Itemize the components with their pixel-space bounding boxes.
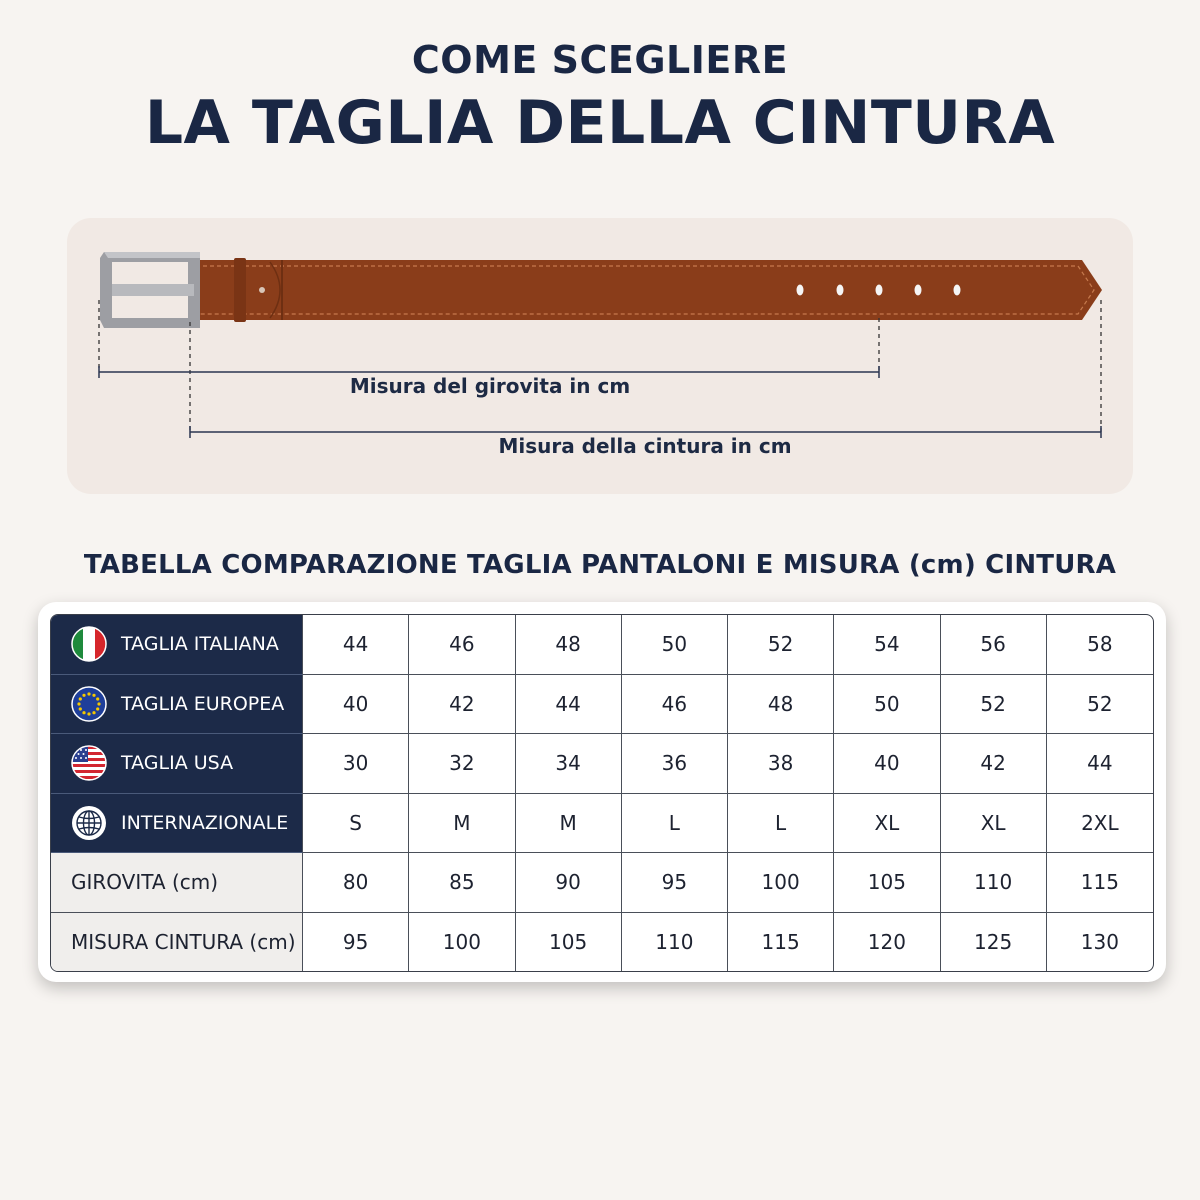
row-header	[51, 794, 303, 854]
table-cell: 130	[1080, 929, 1119, 954]
row-header	[51, 734, 303, 794]
row-label: INTERNAZIONALE	[121, 811, 289, 834]
table-cell: 56	[941, 615, 1047, 675]
belt-hole	[797, 285, 804, 296]
table-cell: M	[516, 794, 622, 854]
table-cell: XL	[941, 794, 1047, 854]
table-cell: 110	[941, 853, 1047, 913]
table-title: TABELLA COMPARAZIONE TAGLIA PANTALONI E MISURA (cm) CINTURA	[83, 550, 1117, 580]
size-table	[50, 614, 1154, 972]
table-cell: L	[728, 794, 834, 854]
row-header: GIROVITA (cm)	[51, 853, 303, 913]
table-cell: 52	[941, 675, 1047, 735]
table-row	[51, 853, 1153, 913]
table-cell: 48	[516, 615, 622, 675]
table-cell: 30	[303, 734, 409, 794]
table-cell: 120	[834, 913, 940, 972]
table-cell: S	[303, 794, 409, 854]
page-subtitle: COME SCEGLIERE	[411, 38, 789, 82]
table-row	[51, 794, 1153, 854]
eu-flag-icon	[71, 686, 107, 722]
table-cell: 115	[728, 913, 834, 972]
table-cell: 95	[303, 913, 409, 972]
table-cell: 36	[622, 734, 728, 794]
table-cell: 80	[303, 853, 409, 913]
belt-strap	[190, 258, 1102, 322]
table-cell: 105	[516, 913, 622, 972]
table-cell: 115	[1047, 853, 1153, 913]
table-cell: 52	[1047, 675, 1153, 735]
row-label: TAGLIA USA	[121, 752, 234, 775]
table-cell: 50	[834, 675, 940, 735]
row-label: TAGLIA EUROPEA	[121, 692, 285, 715]
table-cell: 52	[728, 615, 834, 675]
table-cell: 50	[622, 615, 728, 675]
table-row	[51, 615, 1153, 675]
buckle-icon	[100, 252, 200, 328]
table-cell: 58	[1047, 615, 1153, 675]
belt-measure-label: Misura della cintura in cm	[498, 434, 792, 458]
table-row	[51, 675, 1153, 735]
belt-hole	[876, 285, 883, 296]
table-row	[51, 734, 1153, 794]
table-cell: 32	[409, 734, 515, 794]
globe-icon	[71, 805, 107, 841]
size-table-card	[38, 602, 1166, 982]
table-cell: L	[622, 794, 728, 854]
table-cell: 40	[834, 734, 940, 794]
table-cell: 46	[409, 615, 515, 675]
belt-hole	[837, 285, 844, 296]
table-cell: 105	[834, 853, 940, 913]
table-cell: M	[409, 794, 515, 854]
belt-hole	[915, 285, 922, 296]
table-cell: 54	[834, 615, 940, 675]
row-header	[51, 615, 303, 675]
table-row	[51, 913, 1153, 972]
table-cell: 100	[728, 853, 834, 913]
table-cell: XL	[834, 794, 940, 854]
table-cell: 40	[303, 675, 409, 735]
row-header: MISURA CINTURA (cm)	[51, 913, 303, 972]
belt-hole	[954, 285, 961, 296]
table-cell: 95	[622, 853, 728, 913]
usa-flag-icon	[71, 745, 107, 781]
table-cell: 44	[303, 615, 409, 675]
table-cell: 2XL	[1047, 794, 1153, 854]
page-title: LA TAGLIA DELLA CINTURA	[144, 88, 1056, 158]
italy-flag-icon	[71, 626, 107, 662]
table-cell: 46	[622, 675, 728, 735]
belt-diagram	[0, 0, 1200, 500]
table-cell: 100	[409, 913, 515, 972]
table-cell: 90	[516, 853, 622, 913]
table-cell: 38	[728, 734, 834, 794]
table-cell: 34	[516, 734, 622, 794]
table-cell: 44	[516, 675, 622, 735]
waist-measure-label: Misura del girovita in cm	[349, 374, 631, 398]
table-cell: 44	[1047, 734, 1153, 794]
table-cell: 85	[409, 853, 515, 913]
row-label: TAGLIA ITALIANA	[121, 633, 279, 656]
table-cell: 110	[622, 913, 728, 972]
table-cell: 42	[941, 734, 1047, 794]
table-cell: 42	[409, 675, 515, 735]
row-header	[51, 675, 303, 735]
table-cell: 48	[728, 675, 834, 735]
table-cell: 125	[941, 913, 1047, 972]
